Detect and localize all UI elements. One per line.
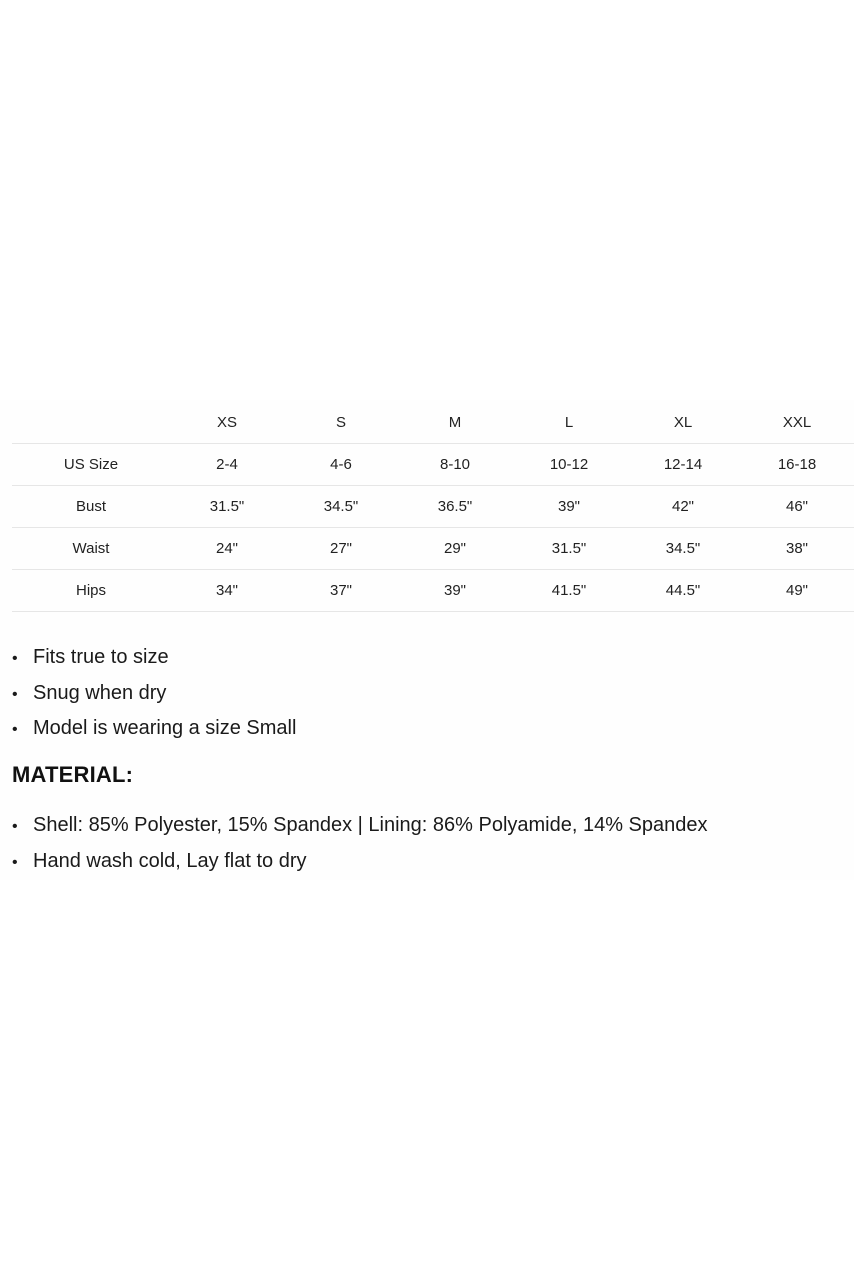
list-item xyxy=(12,676,296,712)
table-cell: 10-12 xyxy=(512,444,626,486)
table-cell: 29" xyxy=(398,528,512,570)
table-cell: 49" xyxy=(740,570,854,612)
table-cell: 39" xyxy=(398,570,512,612)
table-cell: 41.5" xyxy=(512,570,626,612)
fit-note-text: Model is wearing a size Small xyxy=(33,717,297,739)
table-cell: 39" xyxy=(512,486,626,528)
product-details xyxy=(0,400,854,880)
bullet-icon: • xyxy=(12,650,18,667)
table-cell: 4-6 xyxy=(284,444,398,486)
material-item-text: Shell: 85% Polyester, 15% Spandex | Lining: 86% Polyamide, 14% Spandex xyxy=(33,814,708,836)
header-cell-l: L xyxy=(512,402,626,444)
table-cell: 34.5" xyxy=(626,528,740,570)
table-cell: 8-10 xyxy=(398,444,512,486)
table-cell: 12-14 xyxy=(626,444,740,486)
table-row-us-size xyxy=(12,444,854,486)
fit-note-text: Snug when dry xyxy=(33,681,167,704)
bullet-icon: • xyxy=(12,685,18,703)
material-list xyxy=(12,808,708,879)
row-label: Hips xyxy=(12,570,170,612)
size-chart-header-row xyxy=(12,402,854,444)
bullet-icon: • xyxy=(12,721,18,738)
list-item xyxy=(12,808,708,844)
material-heading: MATERIAL: xyxy=(12,762,134,787)
row-label: Waist xyxy=(12,528,170,570)
list-item xyxy=(12,844,708,880)
table-row-waist xyxy=(12,528,854,570)
bullet-icon: • xyxy=(12,818,18,835)
material-item-text: Hand wash cold, Lay flat to dry xyxy=(33,849,307,872)
row-label: Bust xyxy=(12,486,170,528)
size-chart-table xyxy=(12,402,854,612)
header-cell-blank xyxy=(12,402,170,444)
table-cell: 31.5" xyxy=(170,486,284,528)
list-item xyxy=(12,711,296,747)
table-cell: 24" xyxy=(170,528,284,570)
table-cell: 34.5" xyxy=(284,486,398,528)
row-label: US Size xyxy=(12,444,170,486)
table-cell: 42" xyxy=(626,486,740,528)
table-cell: 37" xyxy=(284,570,398,612)
bullet-icon: • xyxy=(12,853,18,871)
table-cell: 16-18 xyxy=(740,444,854,486)
table-cell: 31.5" xyxy=(512,528,626,570)
table-row-hips xyxy=(12,570,854,612)
table-cell: 27" xyxy=(284,528,398,570)
fit-notes-list xyxy=(12,640,296,747)
table-cell: 38" xyxy=(740,528,854,570)
table-cell: 46" xyxy=(740,486,854,528)
fit-note-text: Fits true to size xyxy=(33,646,169,668)
header-cell-xs: XS xyxy=(170,402,284,444)
header-cell-s: S xyxy=(284,402,398,444)
header-cell-xxl: XXL xyxy=(740,402,854,444)
header-cell-m: M xyxy=(398,402,512,444)
table-cell: 34" xyxy=(170,570,284,612)
list-item xyxy=(12,640,296,676)
table-cell: 2-4 xyxy=(170,444,284,486)
table-cell: 44.5" xyxy=(626,570,740,612)
table-row-bust xyxy=(12,486,854,528)
header-cell-xl: XL xyxy=(626,402,740,444)
table-cell: 36.5" xyxy=(398,486,512,528)
